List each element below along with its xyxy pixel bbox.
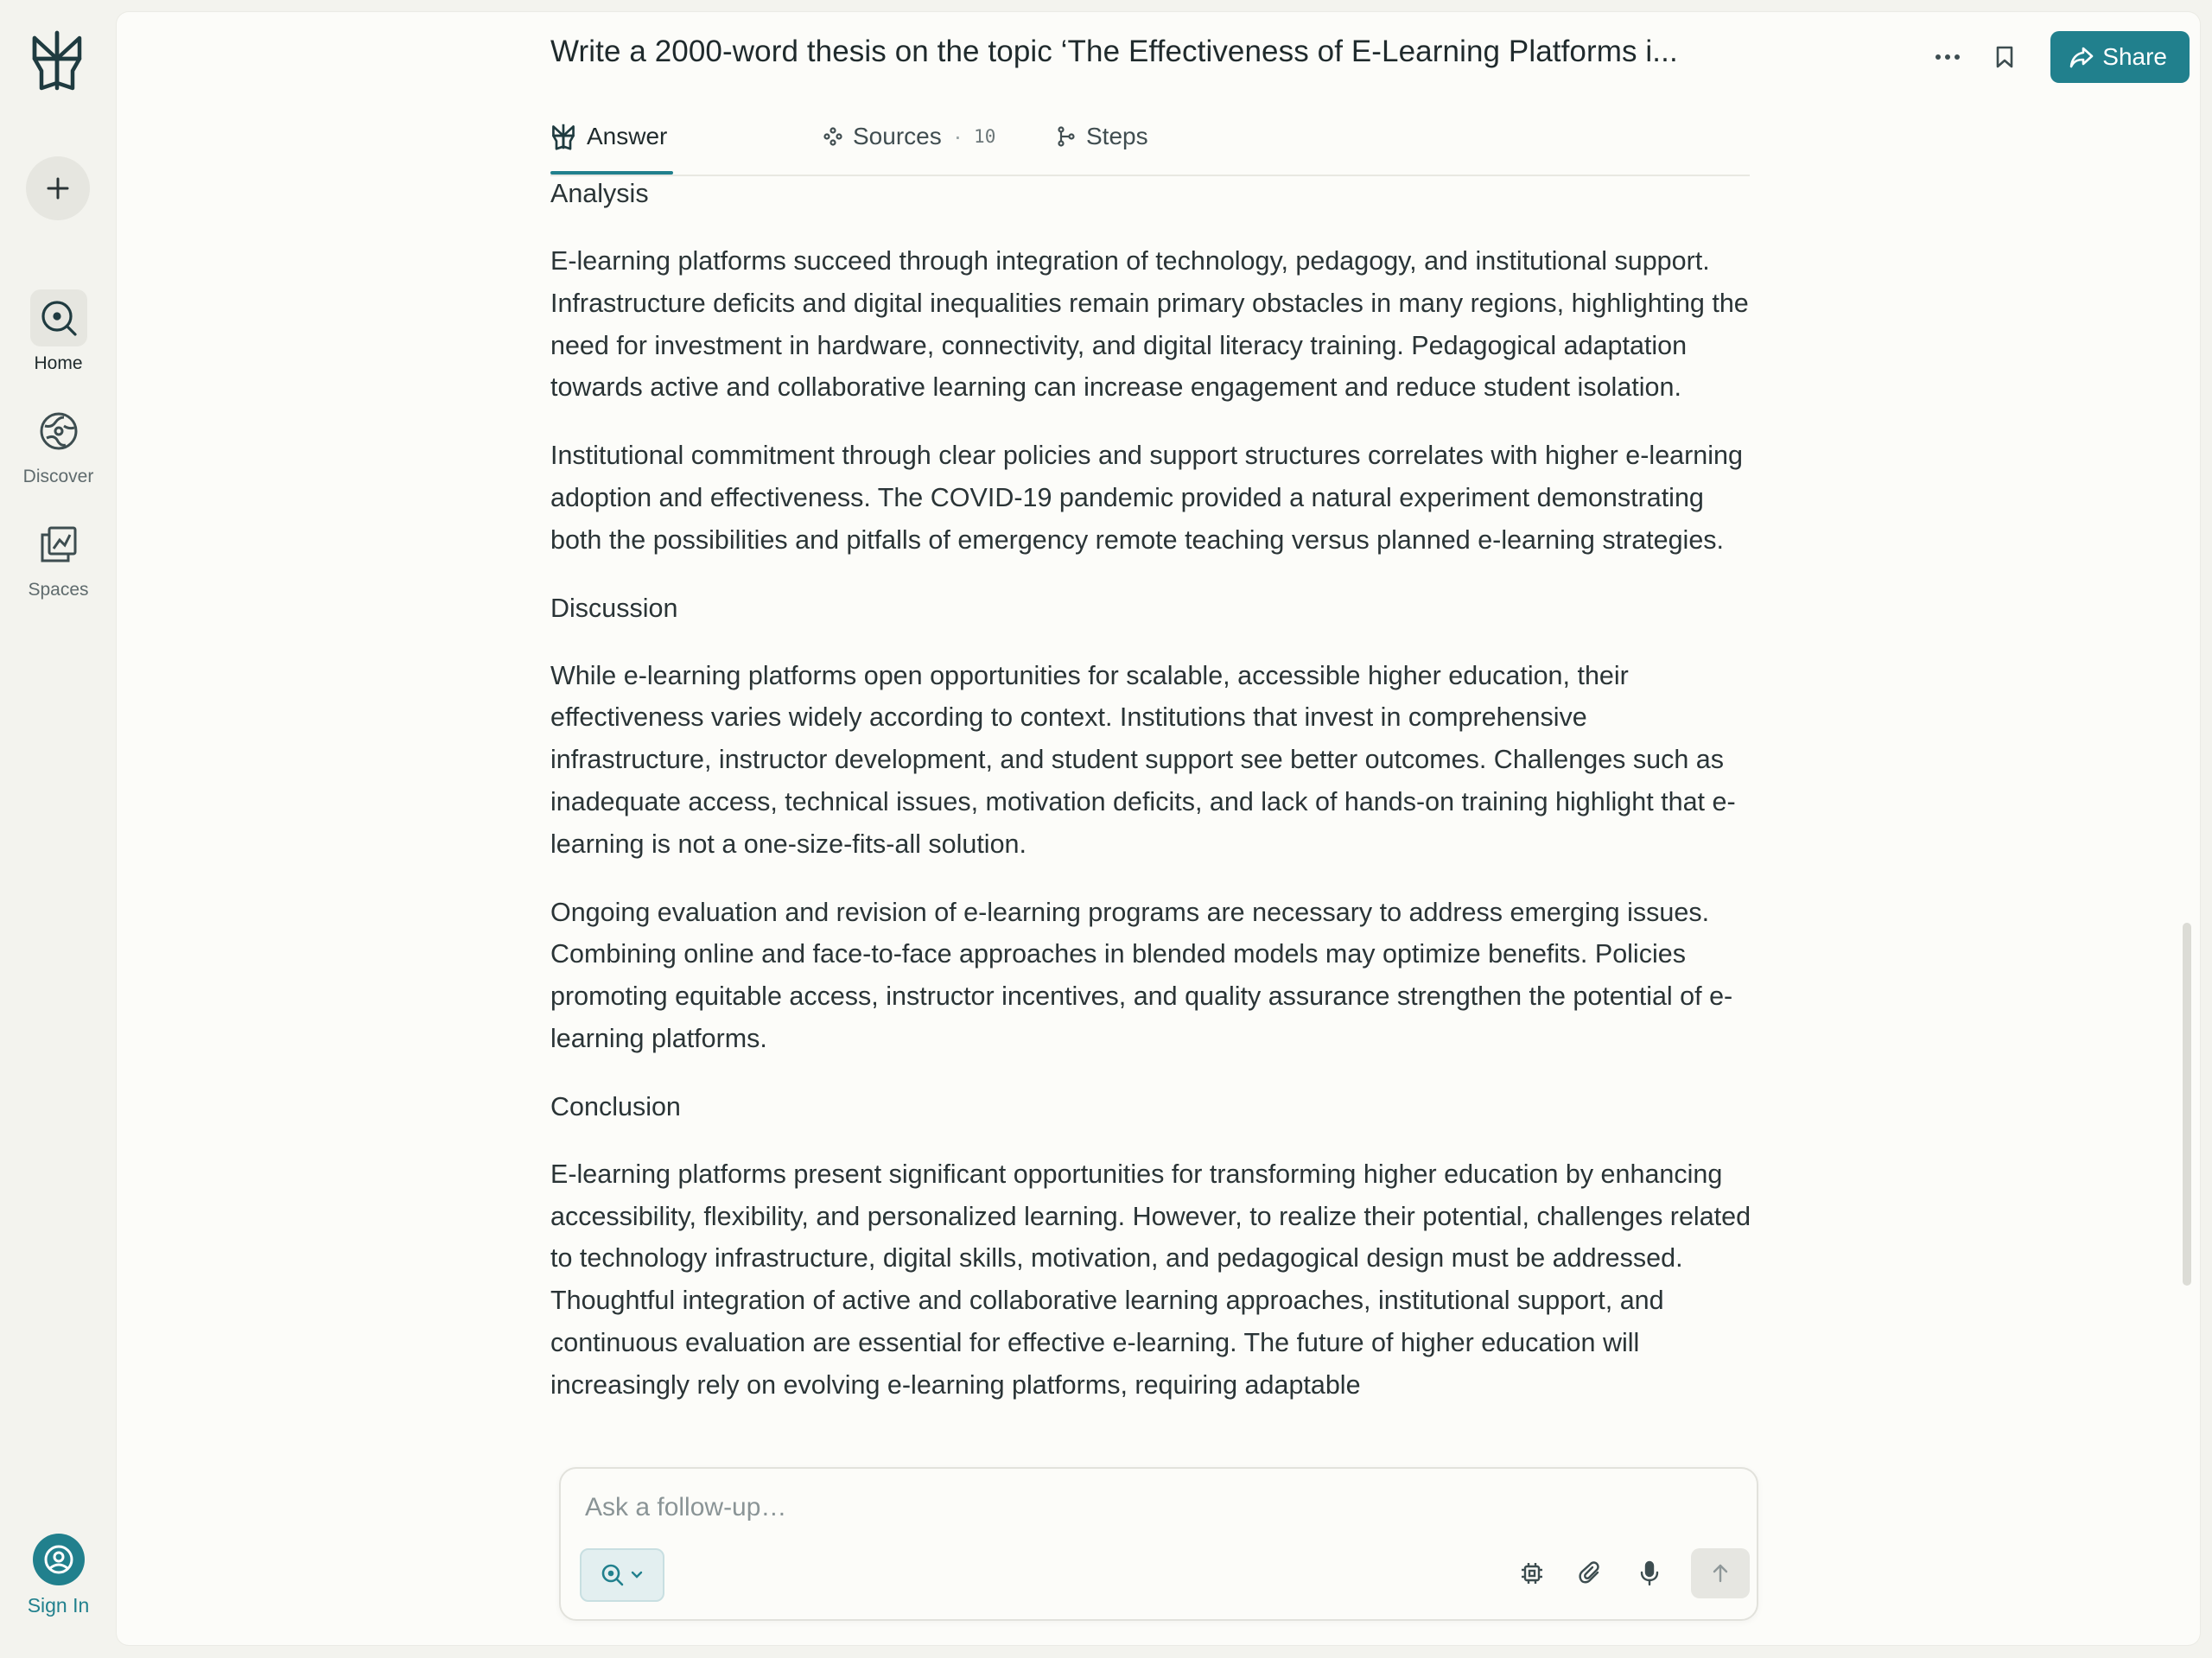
arrow-up-icon bbox=[1711, 1563, 1730, 1584]
sidebar-item-spaces[interactable] bbox=[0, 516, 117, 600]
section-heading-analysis: Analysis bbox=[550, 179, 649, 208]
sidebar-item-label: Discover bbox=[22, 467, 94, 486]
sidebar bbox=[0, 0, 117, 1658]
tab-answer[interactable] bbox=[550, 111, 667, 162]
sources-count: 10 bbox=[974, 126, 996, 147]
user-icon bbox=[42, 1543, 75, 1576]
bookmark-icon bbox=[1995, 45, 2014, 69]
globe-icon bbox=[38, 410, 79, 452]
more-horizontal-icon bbox=[1935, 53, 1961, 61]
home-search-icon bbox=[39, 298, 79, 338]
plus-icon bbox=[45, 175, 71, 201]
tab-steps[interactable] bbox=[1057, 111, 1148, 162]
steps-branch-icon bbox=[1057, 126, 1076, 147]
cpu-chip-icon bbox=[1520, 1561, 1544, 1585]
answer-content bbox=[550, 173, 1751, 1477]
perplexity-logo-icon[interactable] bbox=[29, 29, 85, 92]
attach-button[interactable] bbox=[1561, 1548, 1620, 1598]
sign-in-label: Sign In bbox=[27, 1594, 90, 1617]
paragraph: Institutional commitment through clear policies and support structures correlates with higher e-learning adoption and effectiveness. The COVID-19 pandemic provided a natural experiment demonstrating both the possibilities and pitfalls of emergency remote teaching versus planned e-learning strategies. bbox=[550, 441, 1743, 555]
chevron-down-icon bbox=[630, 1570, 644, 1580]
tab-sources[interactable] bbox=[823, 111, 995, 162]
search-mode-icon bbox=[601, 1563, 625, 1587]
composer-actions bbox=[1503, 1548, 1750, 1598]
sidebar-item-home[interactable] bbox=[0, 289, 117, 374]
separator-dot: · bbox=[953, 123, 963, 149]
header-actions bbox=[1919, 31, 2190, 83]
scrollbar-thumb[interactable] bbox=[2183, 923, 2191, 1286]
paragraph: Ongoing evaluation and revision of e-learning programs are necessary to address emerging issues. Combining online and face-to-face approaches in blended models may optimize benefits. Policies promoting equitable access, instructor incentives, and quality assurance strengthen the potential of e-learning platforms. bbox=[550, 897, 1733, 1053]
search-mode-selector[interactable] bbox=[580, 1548, 664, 1602]
follow-up-input[interactable] bbox=[583, 1488, 1710, 1528]
paragraph: E-learning platforms present significant opportunities for transforming higher education by enhancing accessibility, flexibility, and personalized learning. However, to realize their potential, challenges related to technology infrastructure, digital skills, motivation, and pedagogical design must be addressed. Thoughtful integration of active and collaborative learning approaches, institutional support, and continuous evaluation are essential for effective e-learning. The future of higher education will increasingly rely on evolving e-learning platforms, requiring adaptable bbox=[550, 1159, 1751, 1400]
sidebar-item-discover[interactable] bbox=[0, 403, 117, 487]
voice-input-button[interactable] bbox=[1620, 1548, 1679, 1598]
paperclip-icon bbox=[1579, 1561, 1603, 1585]
spaces-icon bbox=[39, 524, 79, 564]
model-chip-button[interactable] bbox=[1503, 1548, 1561, 1598]
paragraph: While e-learning platforms open opportunities for scalable, accessible higher education, their effectiveness varies widely according to context. Institutions that invest in comprehensive infrastructure, instructor development, and student support see better outcomes. Challenges such as inadequate access, technical issues, motivation deficits, and lack of hands-on training highlight that e-learning is not a one-size-fits-all solution. bbox=[550, 660, 1736, 859]
share-arrow-icon bbox=[2069, 46, 2094, 68]
sidebar-item-label: Spaces bbox=[28, 580, 89, 600]
new-thread-button[interactable] bbox=[26, 156, 90, 220]
tab-sources-label: Sources bbox=[853, 123, 942, 149]
main-panel bbox=[117, 12, 2200, 1645]
sources-icon bbox=[823, 127, 842, 146]
section-heading-discussion: Discussion bbox=[550, 593, 678, 623]
more-options-button[interactable] bbox=[1919, 31, 1976, 83]
paragraph: E-learning platforms succeed through integration of technology, pedagogy, and institutional support. Infrastructure deficits and digital inequalities remain primary obstacles in many regions, highlighting the need for investment in hardware, connectivity, and digital literacy training. Pedagogical adaptation towards active and collaborative learning can increase engagement and reduce student isolation. bbox=[550, 246, 1749, 403]
perplexity-answer-icon bbox=[550, 123, 576, 150]
share-label: Share bbox=[2102, 43, 2167, 70]
sidebar-item-label: Home bbox=[34, 353, 83, 373]
bookmark-button[interactable] bbox=[1976, 31, 2033, 83]
section-heading-conclusion: Conclusion bbox=[550, 1091, 681, 1121]
share-button[interactable] bbox=[2050, 31, 2190, 83]
tab-steps-label: Steps bbox=[1086, 123, 1148, 149]
submit-button[interactable] bbox=[1691, 1548, 1750, 1598]
tab-answer-label: Answer bbox=[587, 123, 668, 149]
microphone-icon bbox=[1639, 1560, 1660, 1586]
thread-tabs bbox=[550, 98, 1750, 176]
thread-title: Write a 2000-word thesis on the topic ‘The Effectiveness of E-Learning Platforms i... bbox=[550, 35, 1678, 68]
follow-up-composer bbox=[559, 1467, 1758, 1621]
sign-in-button[interactable] bbox=[0, 1534, 117, 1617]
